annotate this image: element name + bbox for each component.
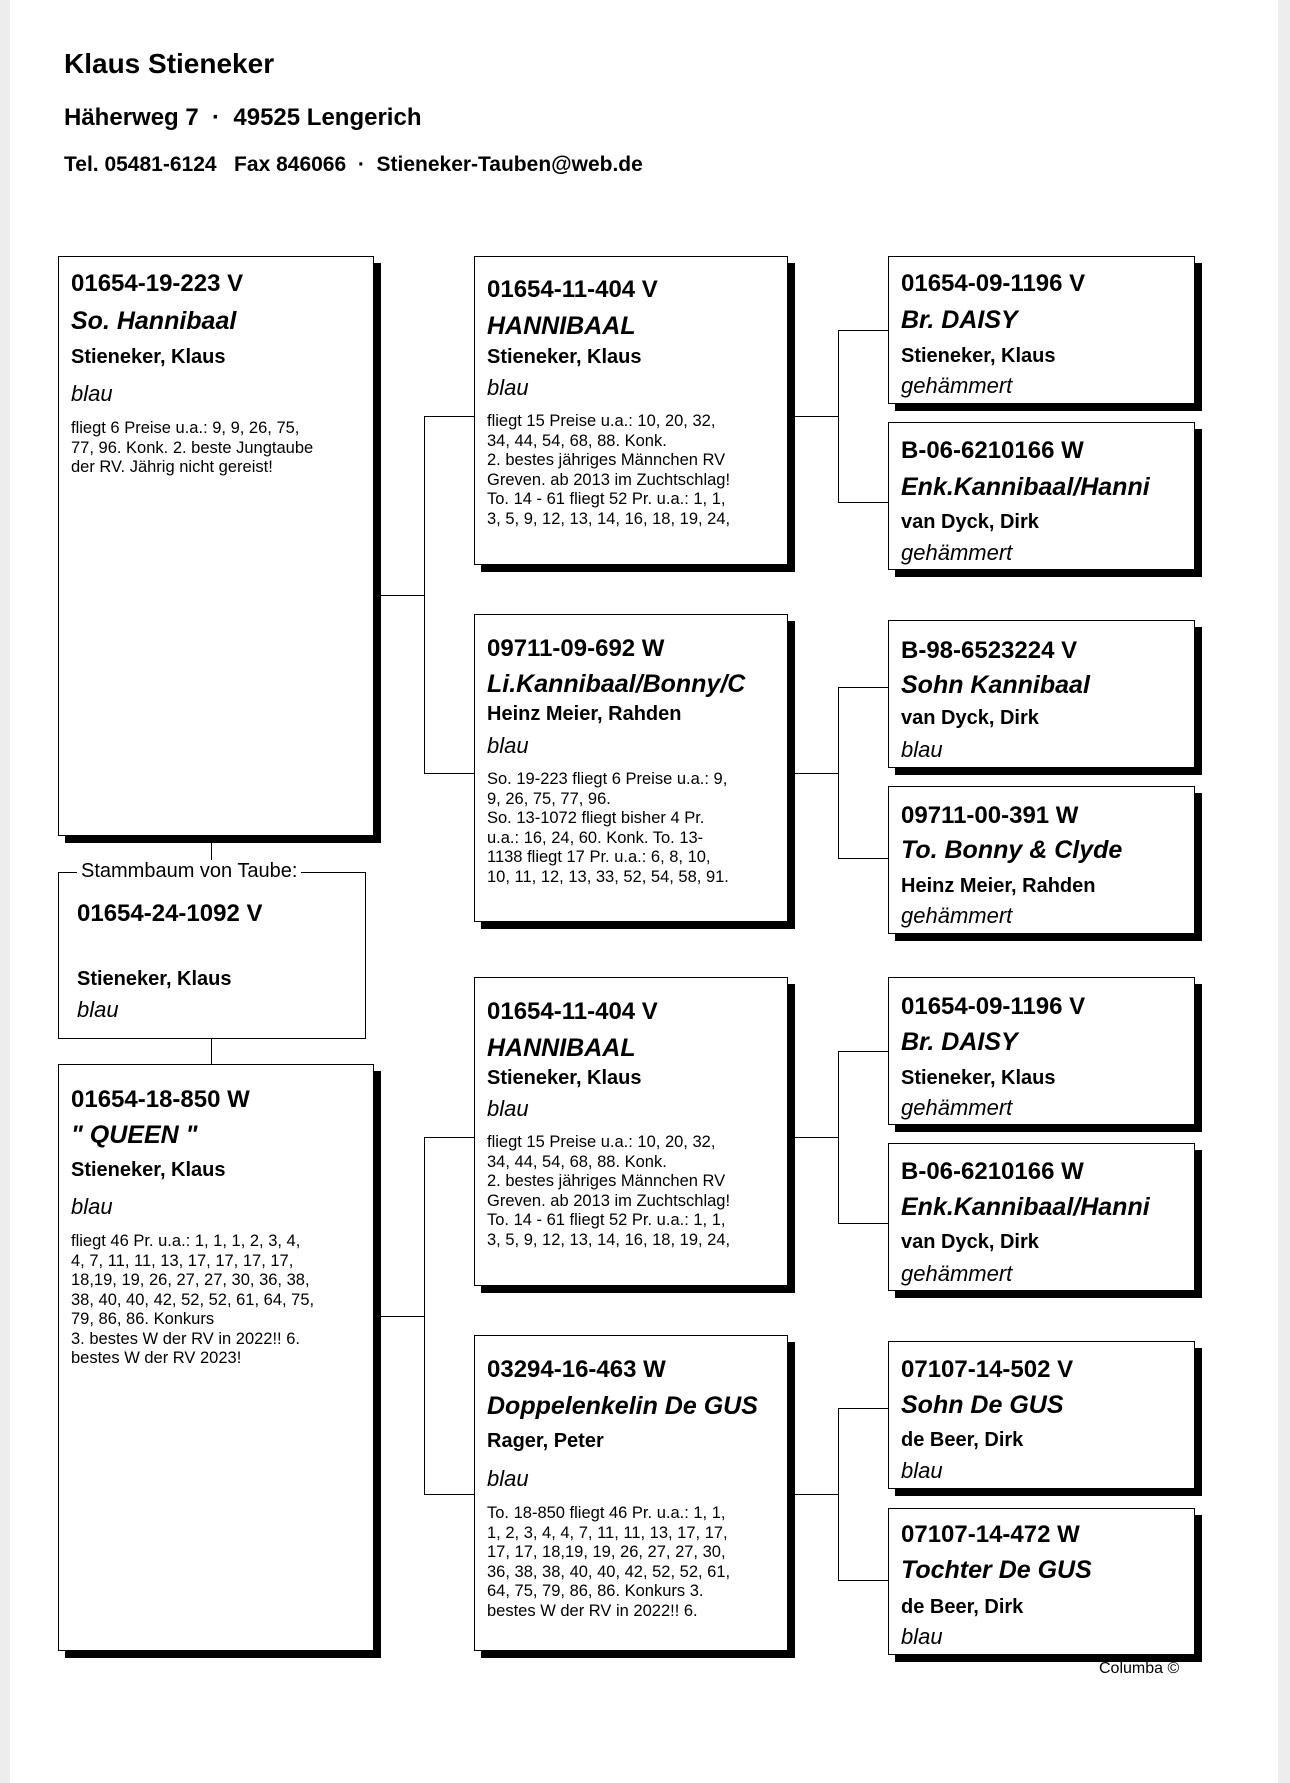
owner: Stieneker, Klaus <box>901 345 1056 367</box>
ring-number: 09711-09-692 W <box>487 635 665 662</box>
breeder-name: Klaus Stieneker <box>64 48 275 79</box>
color: blau <box>901 737 943 762</box>
color: blau <box>901 1624 943 1649</box>
connector-ddd <box>838 1580 888 1581</box>
connector-sss <box>838 330 888 331</box>
pigeon-name: To. Bonny & Clyde <box>901 836 1123 864</box>
dds-card[interactable] <box>888 1341 1195 1489</box>
dsd-card[interactable] <box>888 1143 1195 1291</box>
ring-number: 01654-11-404 V <box>487 276 658 303</box>
owner: van Dyck, Dirk <box>901 1231 1039 1253</box>
ring-number: 01654-09-1196 V <box>901 270 1086 297</box>
notes: So. 19-223 fliegt 6 Preise u.a.: 9, 9, 26, 75, 77, 96. So. 13-1072 fliegt bisher 4 Pr. u.a.: 16, 24, 60. Konk. To. 13- 1138 fliegt 17 Pr. u.a.: 6, 8, 10, 10, 11, 12, 13, 33, 52, 54, 58, 91. <box>487 770 729 886</box>
pigeon-name: So. Hannibaal <box>71 307 237 335</box>
pigeon-name: HANNIBAAL <box>487 1034 636 1062</box>
connector-dd-out <box>788 1494 838 1495</box>
pigeon-name: Enk.Kannibaal/Hanni <box>901 1193 1150 1221</box>
owner: Heinz Meier, Rahden <box>901 875 1096 897</box>
connector-dd-vertical <box>838 1408 839 1581</box>
connector-dsd <box>838 1223 888 1224</box>
connector-sd <box>424 773 474 774</box>
connector-ds-out <box>788 1137 838 1138</box>
ring-number: B-06-6210166 W <box>901 1158 1084 1185</box>
owner: de Beer, Dirk <box>901 1596 1024 1618</box>
ring-number: 01654-19-223 V <box>71 270 244 297</box>
notes: fliegt 46 Pr. u.a.: 1, 1, 1, 2, 3, 4, 4, 7, 11, 11, 13, 17, 17, 17, 17, 18,19, 19, 26, 27, 27, 30, 36, 38, 38, 40, 40, 42, 52, 52, 61, 64, 75, 79, 86, 86. Konkurs 3. bestes W der RV in 2022!! 6. bestes W der RV 2023! <box>71 1232 315 1367</box>
pigeon-name: Li.Kannibaal/Bonny/C <box>487 670 746 698</box>
sire-card[interactable] <box>58 256 374 836</box>
connector-sire-vertical <box>424 416 425 774</box>
color: blau <box>901 1458 943 1483</box>
color: gehämmert <box>901 1095 1013 1120</box>
connector-ss <box>424 416 474 417</box>
ring-number: 01654-09-1196 V <box>901 993 1086 1020</box>
notes: fliegt 15 Preise u.a.: 10, 20, 32, 34, 44, 54, 68, 88. Konk. 2. bestes jähriges Männchen RV Greven. ab 2013 im Zuchtschlag! To. 14 - 61 fliegt 52 Pr. u.a.: 1, 1, 3, 5, 9, 12, 13, 14, 16, 18, 19, 24, <box>487 412 731 528</box>
connector-ss-out <box>788 416 838 417</box>
owner: van Dyck, Dirk <box>901 511 1039 533</box>
software-credit: Columba © <box>1099 1660 1180 1677</box>
ring-number: 09711-00-391 W <box>901 802 1079 829</box>
pigeon-name: Sohn De GUS <box>901 1391 1064 1419</box>
owner: Stieneker, Klaus <box>487 346 642 368</box>
pigeon-name: Enk.Kannibaal/Hanni <box>901 473 1150 501</box>
color: blau <box>487 1096 529 1121</box>
connector-ss-vertical <box>838 330 839 503</box>
color: gehämmert <box>901 373 1013 398</box>
owner: Rager, Peter <box>487 1430 604 1452</box>
subject-ring-number: 01654-24-1092 V <box>77 900 263 927</box>
pigeon-name: " QUEEN " <box>71 1121 198 1149</box>
color: gehämmert <box>901 540 1013 565</box>
connector-dam-vertical <box>424 1137 425 1495</box>
sd-card[interactable] <box>474 614 788 922</box>
color: gehämmert <box>901 1261 1013 1286</box>
color: blau <box>71 1194 113 1219</box>
owner: Heinz Meier, Rahden <box>487 703 682 725</box>
color: gehämmert <box>901 903 1013 928</box>
connector-ds <box>424 1137 474 1138</box>
subject-card[interactable] <box>58 860 366 1039</box>
notes: fliegt 15 Preise u.a.: 10, 20, 32, 34, 44, 54, 68, 88. Konk. 2. bestes jähriges Männchen RV Greven. ab 2013 im Zuchtschlag! To. 14 - 61 fliegt 52 Pr. u.a.: 1, 1, 3, 5, 9, 12, 13, 14, 16, 18, 19, 24, <box>487 1133 731 1249</box>
connector-sdd <box>838 858 888 859</box>
ring-number: 01654-18-850 W <box>71 1086 250 1113</box>
color: blau <box>71 381 113 406</box>
ring-number: 07107-14-472 W <box>901 1521 1080 1548</box>
connector-sd-out <box>788 773 838 774</box>
ddd-card[interactable] <box>888 1508 1195 1655</box>
connector-dam <box>374 1316 424 1317</box>
sdd-card[interactable] <box>888 786 1195 934</box>
connector-dss <box>838 1051 888 1052</box>
notes: To. 18-850 fliegt 46 Pr. u.a.: 1, 1, 1, 2, 3, 4, 4, 7, 11, 11, 13, 17, 17, 17, 17, 18,19, 19, 26, 27, 27, 30, 36, 38, 38, 40, 40, 42, 52, 52, 61, 64, 75, 79, 86, 86. Konkurs 3. bestes W der RV in 2022!! 6. <box>487 1504 731 1620</box>
sss-card[interactable] <box>888 256 1195 404</box>
connector-subject-dam <box>211 1039 212 1064</box>
ds-card[interactable] <box>474 977 788 1286</box>
connector-dds <box>838 1408 888 1409</box>
breeder-address: Häherweg 7 · 49525 Lengerich <box>64 104 422 131</box>
owner: Stieneker, Klaus <box>71 1159 226 1181</box>
dd-card[interactable] <box>474 1335 788 1651</box>
owner: Stieneker, Klaus <box>901 1067 1056 1089</box>
ring-number: 01654-11-404 V <box>487 998 658 1025</box>
owner: van Dyck, Dirk <box>901 707 1039 729</box>
notes: fliegt 6 Preise u.a.: 9, 9, 26, 75, 77, 96. Konk. 2. beste Jungtaube der RV. Jährig nicht gereist! <box>71 419 314 476</box>
sds-card[interactable] <box>888 620 1195 768</box>
ring-number: 03294-16-463 W <box>487 1356 666 1383</box>
owner: de Beer, Dirk <box>901 1429 1024 1451</box>
ring-number: 07107-14-502 V <box>901 1356 1074 1383</box>
owner: Stieneker, Klaus <box>71 346 226 368</box>
dam-card[interactable] <box>58 1064 374 1651</box>
subject-legend: Stammbaum von Taube: <box>77 860 301 883</box>
subject-color: blau <box>77 997 119 1022</box>
pigeon-name: Tochter De GUS <box>901 1556 1092 1584</box>
connector-sds <box>838 687 888 688</box>
color: blau <box>487 733 529 758</box>
color: blau <box>487 375 529 400</box>
ring-number: B-06-6210166 W <box>901 437 1084 464</box>
breeder-contact: Tel. 05481-6124 Fax 846066 · Stieneker-Tauben@web.de <box>64 153 643 176</box>
pedigree-page <box>10 0 1278 1783</box>
dss-card[interactable] <box>888 977 1195 1125</box>
pigeon-name: Br. DAISY <box>901 1028 1018 1056</box>
ring-number: B-98-6523224 V <box>901 637 1078 664</box>
ss-card[interactable] <box>474 256 788 565</box>
connector-ds-vertical <box>838 1051 839 1224</box>
pigeon-name: Sohn Kannibaal <box>901 671 1090 699</box>
ssd-card[interactable] <box>888 422 1195 570</box>
pigeon-name: Br. DAISY <box>901 306 1018 334</box>
connector-dd <box>424 1494 474 1495</box>
pigeon-name: HANNIBAAL <box>487 312 636 340</box>
connector-ssd <box>838 502 888 503</box>
owner: Stieneker, Klaus <box>487 1067 642 1089</box>
color: blau <box>487 1466 529 1491</box>
connector-sire <box>374 595 424 596</box>
subject-owner: Stieneker, Klaus <box>77 968 232 990</box>
connector-sd-vertical <box>838 687 839 859</box>
pigeon-name: Doppelenkelin De GUS <box>487 1392 758 1420</box>
